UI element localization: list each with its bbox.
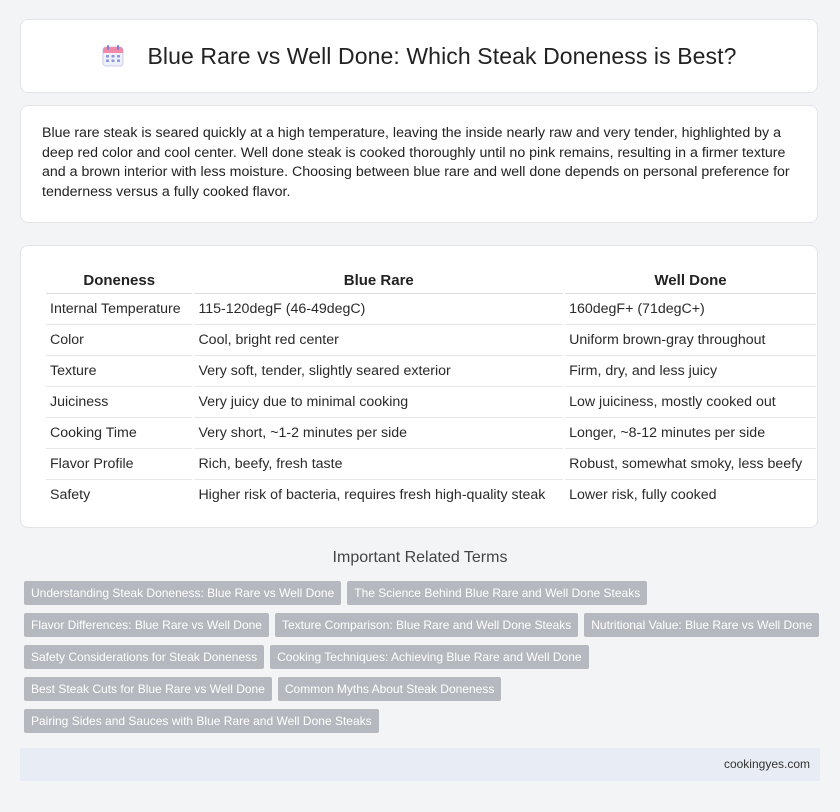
table-cell: 115-120degF (46-49degC) — [194, 294, 563, 325]
table-cell: Internal Temperature — [46, 294, 192, 325]
table-cell: Very short, ~1-2 minutes per side — [194, 418, 563, 449]
table-cell: Very soft, tender, slightly seared exterior — [194, 356, 563, 387]
table-cell: Lower risk, fully cooked — [569, 487, 717, 503]
related-term-link[interactable]: Cooking Techniques: Achieving Blue Rare and Well Done — [270, 645, 588, 669]
related-term-link[interactable]: Pairing Sides and Sauces with Blue Rare and Well Done Steaks — [24, 709, 379, 733]
table-cell: Safety — [50, 487, 91, 503]
table-cell: Longer, ~8-12 minutes per side — [565, 418, 816, 449]
related-term-link[interactable]: The Science Behind Blue Rare and Well Done Steaks — [347, 581, 647, 605]
table-row — [46, 449, 816, 480]
table-cell: Rich, beefy, fresh taste — [194, 449, 563, 480]
calendar-icon — [101, 44, 125, 68]
table-cell: Color — [46, 325, 192, 356]
table-cell: Uniform brown-gray throughout — [565, 325, 816, 356]
table-row — [46, 356, 816, 387]
table-row — [46, 387, 816, 418]
table-cell: Juiciness — [46, 387, 192, 418]
related-terms-heading: Important Related Terms — [332, 549, 508, 566]
table-cell: Cooking Time — [46, 418, 192, 449]
comparison-table-card — [20, 245, 818, 528]
table-header-row — [46, 265, 816, 294]
related-term-link[interactable]: Common Myths About Steak Doneness — [278, 677, 501, 701]
column-header: Well Done — [565, 265, 816, 294]
column-header: Blue Rare — [194, 265, 563, 294]
related-term-link[interactable]: Texture Comparison: Blue Rare and Well Done Steaks — [275, 613, 578, 637]
related-term-link[interactable]: Safety Considerations for Steak Doneness — [24, 645, 264, 669]
related-term-link[interactable]: Understanding Steak Doneness: Blue Rare vs Well Done — [24, 581, 341, 605]
table-row — [46, 418, 816, 449]
table-cell: Low juiciness, mostly cooked out — [565, 387, 816, 418]
related-term-link[interactable]: Flavor Differences: Blue Rare vs Well Done — [24, 613, 269, 637]
table-cell: Robust, somewhat smoky, less beefy — [565, 449, 816, 480]
table-cell: 160degF+ (71degC+) — [565, 294, 816, 325]
footer-site-link[interactable]: cookingyes.com — [723, 757, 810, 771]
table-cell: Flavor Profile — [46, 449, 192, 480]
table-cell: Firm, dry, and less juicy — [565, 356, 816, 387]
table-cell: Very juicy due to minimal cooking — [194, 387, 563, 418]
related-term-link[interactable]: Best Steak Cuts for Blue Rare vs Well Done — [24, 677, 272, 701]
table-cell: Cool, bright red center — [194, 325, 563, 356]
header-card — [20, 19, 818, 93]
column-header: Doneness — [46, 265, 192, 294]
page-title: Blue Rare vs Well Done: Which Steak Doneness is Best? — [147, 42, 737, 69]
table-row — [46, 480, 816, 510]
footer — [20, 748, 820, 781]
table-row — [46, 325, 816, 356]
intro-paragraph: Blue rare steak is seared quickly at a high temperature, leaving the inside nearly raw and very tender, highlighted by a deep red color and cool center. Well done steak is cooked thoroughly until no pink remains, resulting in a firmer texture and a brown interior with less moisture. Choosing between blue rare and well done depends on personal preference for tenderness versus a fully cooked flavor. — [42, 125, 790, 200]
table-cell: Higher risk of bacteria, requires fresh high-quality steak — [198, 487, 546, 503]
related-term-link[interactable]: Nutritional Value: Blue Rare vs Well Done — [584, 613, 819, 637]
table-row — [46, 294, 816, 325]
table-cell: Texture — [46, 356, 192, 387]
comparison-table — [44, 265, 818, 510]
intro-card — [20, 105, 818, 223]
related-terms-list — [24, 581, 824, 741]
